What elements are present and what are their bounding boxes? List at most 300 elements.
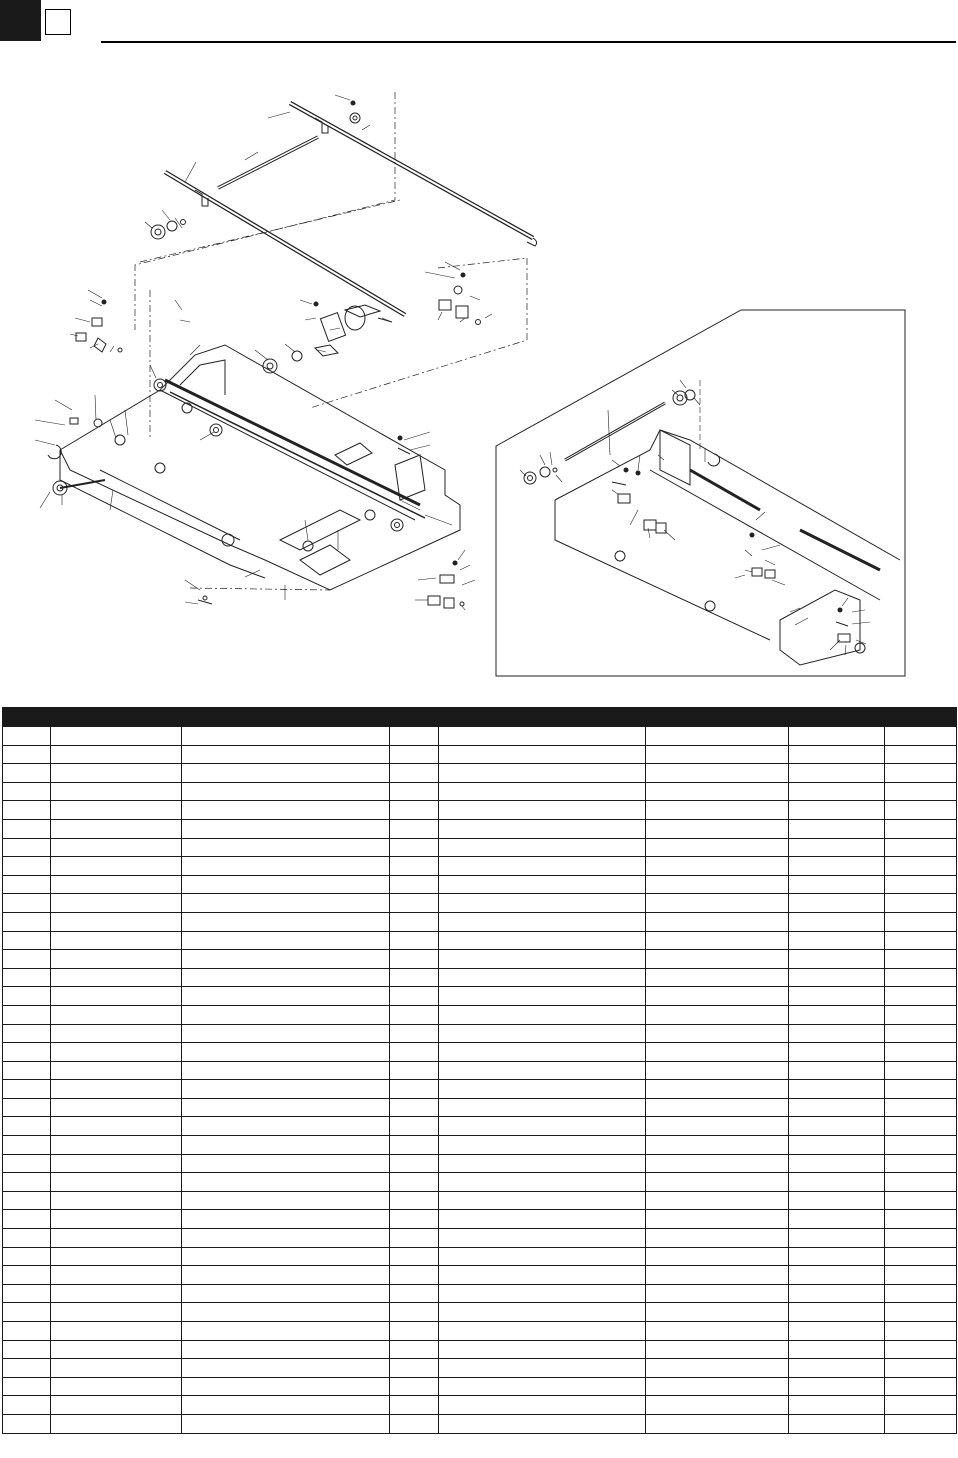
header-cell (51, 708, 182, 727)
table-cell (51, 894, 182, 913)
table-cell (439, 727, 646, 746)
table-cell (390, 1377, 439, 1396)
table-cell (439, 1396, 646, 1415)
table-cell (3, 819, 51, 838)
table-cell (439, 1247, 646, 1266)
table-cell (646, 931, 789, 950)
table-cell (646, 819, 789, 838)
table-cell (646, 1229, 789, 1248)
table-cell (3, 745, 51, 764)
table-cell (439, 987, 646, 1006)
parts-table (2, 707, 957, 1434)
table-cell (885, 1247, 957, 1266)
table-cell (390, 912, 439, 931)
table-cell (885, 1173, 957, 1192)
table-cell (3, 1247, 51, 1266)
table-cell (390, 1284, 439, 1303)
table-row (3, 1173, 957, 1192)
table-cell (885, 1080, 957, 1099)
header-cell (646, 708, 789, 727)
table-cell (789, 1173, 885, 1192)
table-row (3, 1322, 957, 1341)
exploded-parts-diagram (0, 50, 958, 690)
table-cell (885, 727, 957, 746)
table-row (3, 1136, 957, 1155)
table-cell (885, 1191, 957, 1210)
table-cell (182, 968, 390, 987)
table-cell (390, 1414, 439, 1433)
table-cell (885, 875, 957, 894)
table-cell (51, 1061, 182, 1080)
upper-rail (290, 103, 537, 246)
table-row (3, 1061, 957, 1080)
table-cell (646, 745, 789, 764)
table-cell (51, 931, 182, 950)
table-cell (3, 1043, 51, 1062)
header-cell (789, 708, 885, 727)
table-cell (390, 1396, 439, 1415)
table-cell (646, 1061, 789, 1080)
table-cell (51, 987, 182, 1006)
table-cell (3, 1396, 51, 1415)
table-cell (789, 894, 885, 913)
table-cell (390, 894, 439, 913)
table-cell (182, 1043, 390, 1062)
table-cell (789, 801, 885, 820)
table-cell (3, 968, 51, 987)
table-cell (390, 1005, 439, 1024)
table-cell (885, 1303, 957, 1322)
table-cell (439, 1080, 646, 1099)
table-row (3, 1005, 957, 1024)
header-cell (439, 708, 646, 727)
table-cell (3, 1284, 51, 1303)
table-cell (789, 1098, 885, 1117)
table-cell (390, 1359, 439, 1378)
table-cell (885, 1414, 957, 1433)
table-cell (789, 819, 885, 838)
table-cell (646, 1284, 789, 1303)
inset-detail-view (496, 310, 905, 676)
left-pulleys (151, 220, 186, 240)
table-cell (646, 1266, 789, 1285)
table-cell (3, 894, 51, 913)
table-cell (390, 838, 439, 857)
table-cell (390, 987, 439, 1006)
table-cell (390, 1117, 439, 1136)
table-row (3, 1303, 957, 1322)
table-cell (789, 1061, 885, 1080)
table-cell (439, 1173, 646, 1192)
table-row (3, 819, 957, 838)
table-cell (789, 727, 885, 746)
table-cell (885, 857, 957, 876)
table-cell (789, 987, 885, 1006)
table-cell (3, 931, 51, 950)
header-rule (101, 41, 956, 43)
page-corner-box (45, 9, 71, 35)
table-cell (789, 1080, 885, 1099)
table-cell (390, 950, 439, 969)
motor-assembly (263, 302, 392, 373)
table-cell (789, 1191, 885, 1210)
table-cell (439, 1303, 646, 1322)
table-cell (51, 1043, 182, 1062)
table-cell (789, 1005, 885, 1024)
table-cell (789, 1322, 885, 1341)
table-cell (885, 1229, 957, 1248)
table-cell (390, 931, 439, 950)
table-cell (646, 1191, 789, 1210)
table-cell (390, 1210, 439, 1229)
table-cell (646, 801, 789, 820)
table-cell (51, 1210, 182, 1229)
table-cell (3, 987, 51, 1006)
table-cell (3, 1359, 51, 1378)
table-cell (3, 782, 51, 801)
table-cell (439, 1266, 646, 1285)
table-cell (51, 1154, 182, 1173)
table-cell (390, 1266, 439, 1285)
table-cell (646, 1359, 789, 1378)
table-cell (789, 745, 885, 764)
table-cell (3, 1080, 51, 1099)
table-cell (789, 764, 885, 783)
table-cell (439, 764, 646, 783)
table-cell (789, 1414, 885, 1433)
table-cell (51, 1284, 182, 1303)
table-cell (885, 894, 957, 913)
table-cell (789, 1043, 885, 1062)
table-cell (51, 950, 182, 969)
table-cell (182, 987, 390, 1006)
table-cell (3, 1322, 51, 1341)
table-cell (646, 894, 789, 913)
table-cell (885, 838, 957, 857)
table-cell (182, 1322, 390, 1341)
table-cell (439, 968, 646, 987)
table-cell (646, 1098, 789, 1117)
table-cell (182, 1340, 390, 1359)
table-row (3, 1024, 957, 1043)
table-row (3, 857, 957, 876)
table-cell (390, 782, 439, 801)
table-cell (182, 819, 390, 838)
table-cell (182, 1229, 390, 1248)
table-cell (439, 1117, 646, 1136)
table-cell (646, 1154, 789, 1173)
table-cell (885, 1359, 957, 1378)
table-cell (439, 782, 646, 801)
table-cell (3, 1210, 51, 1229)
table-cell (390, 1061, 439, 1080)
table-cell (439, 1359, 646, 1378)
table-cell (439, 1024, 646, 1043)
table-cell (646, 1005, 789, 1024)
table-cell (51, 819, 182, 838)
table-cell (646, 1136, 789, 1155)
table-cell (182, 1005, 390, 1024)
table-cell (885, 1340, 957, 1359)
table-row (3, 1414, 957, 1433)
table-row (3, 894, 957, 913)
table-cell (390, 745, 439, 764)
table-cell (789, 1154, 885, 1173)
table-cell (646, 875, 789, 894)
table-cell (885, 968, 957, 987)
table-cell (885, 1061, 957, 1080)
table-cell (182, 764, 390, 783)
table-row (3, 1154, 957, 1173)
table-cell (3, 1098, 51, 1117)
table-cell (3, 1154, 51, 1173)
table-cell (182, 838, 390, 857)
table-row (3, 950, 957, 969)
table-cell (51, 1247, 182, 1266)
table-cell (439, 950, 646, 969)
table-cell (3, 1303, 51, 1322)
table-cell (789, 857, 885, 876)
table-cell (789, 1396, 885, 1415)
table-cell (646, 1210, 789, 1229)
table-cell (390, 1340, 439, 1359)
lower-rail (165, 172, 405, 315)
table-cell (3, 1024, 51, 1043)
table-cell (182, 1210, 390, 1229)
table-cell (51, 727, 182, 746)
table-cell (646, 1080, 789, 1099)
table-row (3, 1247, 957, 1266)
table-cell (885, 1210, 957, 1229)
table-cell (51, 912, 182, 931)
table-cell (3, 1191, 51, 1210)
table-cell (390, 1136, 439, 1155)
table-cell (439, 875, 646, 894)
table-cell (646, 1396, 789, 1415)
table-cell (182, 1061, 390, 1080)
upper-right-fasteners (350, 101, 481, 325)
table-cell (646, 1024, 789, 1043)
table-cell (789, 968, 885, 987)
table-cell (390, 1247, 439, 1266)
table-cell (439, 838, 646, 857)
table-cell (51, 1359, 182, 1378)
table-cell (3, 1266, 51, 1285)
table-cell (885, 950, 957, 969)
table-cell (646, 1043, 789, 1062)
table-cell (646, 857, 789, 876)
table-cell (789, 1117, 885, 1136)
table-row (3, 764, 957, 783)
table-cell (3, 1173, 51, 1192)
table-cell (182, 1154, 390, 1173)
table-cell (885, 1322, 957, 1341)
table-cell (439, 1061, 646, 1080)
table-cell (439, 1043, 646, 1062)
table-cell (885, 1024, 957, 1043)
table-cell (885, 1154, 957, 1173)
table-cell (646, 727, 789, 746)
table-cell (439, 1414, 646, 1433)
table-cell (51, 1098, 182, 1117)
table-cell (182, 1303, 390, 1322)
table-cell (439, 931, 646, 950)
table-row (3, 912, 957, 931)
table-row (3, 1098, 957, 1117)
table-row (3, 1043, 957, 1062)
table-cell (3, 1061, 51, 1080)
table-cell (182, 1024, 390, 1043)
table-cell (182, 1117, 390, 1136)
table-cell (789, 1136, 885, 1155)
table-cell (182, 894, 390, 913)
table-cell (646, 1322, 789, 1341)
table-cell (439, 894, 646, 913)
table-cell (182, 1191, 390, 1210)
table-cell (646, 1247, 789, 1266)
table-row (3, 1284, 957, 1303)
table-row (3, 782, 957, 801)
table-cell (3, 801, 51, 820)
table-cell (789, 1229, 885, 1248)
table-cell (182, 1284, 390, 1303)
table-cell (3, 1377, 51, 1396)
table-cell (182, 801, 390, 820)
header-cell (390, 708, 439, 727)
table-cell (789, 1024, 885, 1043)
table-row (3, 838, 957, 857)
table-cell (789, 1284, 885, 1303)
table-cell (646, 782, 789, 801)
table-cell (885, 1098, 957, 1117)
table-cell (646, 950, 789, 969)
table-cell (182, 931, 390, 950)
table-cell (182, 745, 390, 764)
table-cell (182, 1266, 390, 1285)
table-cell (3, 875, 51, 894)
table-cell (646, 1340, 789, 1359)
table-cell (885, 801, 957, 820)
table-cell (3, 838, 51, 857)
table-row (3, 875, 957, 894)
table-cell (182, 875, 390, 894)
table-cell (3, 1340, 51, 1359)
table-cell (51, 745, 182, 764)
table-cell (51, 1191, 182, 1210)
table-row (3, 968, 957, 987)
table-cell (182, 950, 390, 969)
table-cell (51, 1005, 182, 1024)
table-cell (439, 1210, 646, 1229)
header-cell (182, 708, 390, 727)
table-cell (439, 1154, 646, 1173)
table-cell (182, 1359, 390, 1378)
table-cell (885, 1284, 957, 1303)
parts-table-body (3, 727, 957, 1434)
table-cell (789, 875, 885, 894)
table-cell (3, 1136, 51, 1155)
table-cell (646, 912, 789, 931)
table-row (3, 1191, 957, 1210)
table-cell (646, 1303, 789, 1322)
table-cell (51, 1322, 182, 1341)
table-cell (646, 1117, 789, 1136)
table-cell (646, 1377, 789, 1396)
table-cell (390, 1098, 439, 1117)
table-cell (390, 1080, 439, 1099)
table-cell (182, 1173, 390, 1192)
table-cell (646, 987, 789, 1006)
table-cell (439, 1284, 646, 1303)
table-cell (3, 1229, 51, 1248)
table-cell (51, 1303, 182, 1322)
table-cell (182, 1414, 390, 1433)
header-cell (885, 708, 957, 727)
main-chassis (48, 345, 460, 590)
table-cell (390, 801, 439, 820)
table-cell (3, 912, 51, 931)
table-cell (390, 1154, 439, 1173)
table-cell (390, 1303, 439, 1322)
table-row (3, 1359, 957, 1378)
table-cell (182, 1247, 390, 1266)
table-cell (885, 819, 957, 838)
main-exploded-view (35, 92, 537, 610)
table-cell (885, 1377, 957, 1396)
table-cell (182, 1136, 390, 1155)
table-cell (646, 838, 789, 857)
table-cell (390, 1024, 439, 1043)
table-cell (51, 1173, 182, 1192)
table-row (3, 987, 957, 1006)
table-cell (390, 764, 439, 783)
table-cell (885, 1266, 957, 1285)
table-cell (51, 782, 182, 801)
table-cell (789, 1210, 885, 1229)
table-row (3, 1396, 957, 1415)
table-cell (885, 931, 957, 950)
table-cell (51, 1117, 182, 1136)
table-cell (646, 1173, 789, 1192)
table-cell (390, 1229, 439, 1248)
table-cell (3, 764, 51, 783)
table-cell (182, 1098, 390, 1117)
table-cell (885, 764, 957, 783)
table-cell (51, 1024, 182, 1043)
table-cell (51, 968, 182, 987)
table-row (3, 1080, 957, 1099)
table-row (3, 745, 957, 764)
table-cell (390, 875, 439, 894)
table-cell (789, 782, 885, 801)
table-cell (182, 1080, 390, 1099)
table-row (3, 1266, 957, 1285)
table-cell (390, 1043, 439, 1062)
table-cell (439, 857, 646, 876)
table-cell (439, 1136, 646, 1155)
drive-shaft (218, 137, 318, 188)
table-cell (439, 819, 646, 838)
table-cell (51, 1080, 182, 1099)
table-row (3, 727, 957, 746)
table-cell (51, 857, 182, 876)
table-cell (390, 1173, 439, 1192)
table-cell (789, 1266, 885, 1285)
table-cell (439, 1229, 646, 1248)
table-cell (51, 1340, 182, 1359)
table-cell (885, 1117, 957, 1136)
table-cell (51, 1377, 182, 1396)
